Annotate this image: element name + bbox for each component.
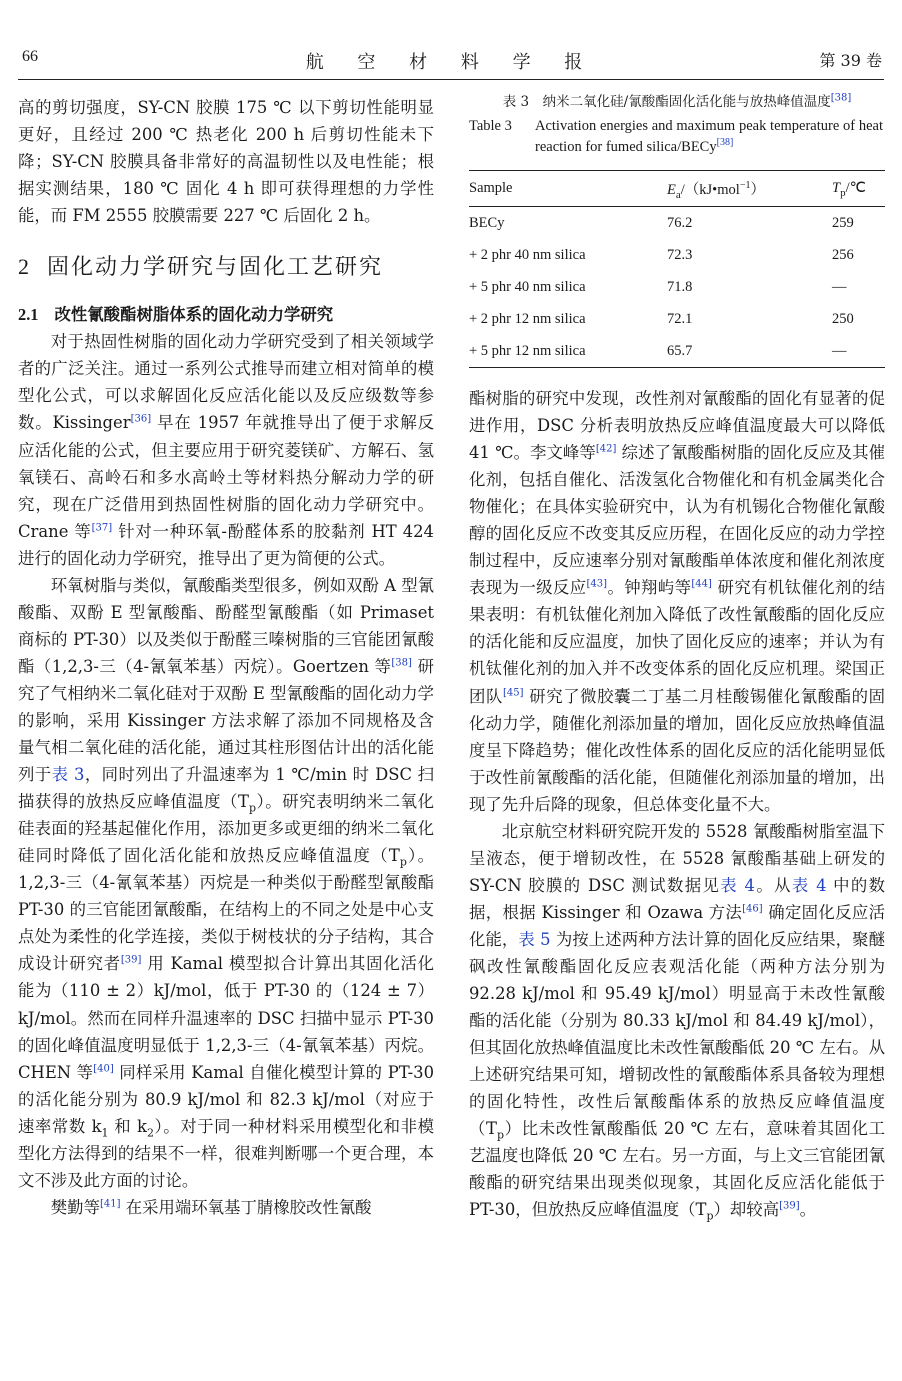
subsection-title: 改性氰酸酯树脂体系的固化动力学研究 — [54, 305, 334, 325]
subscript: 2 — [146, 1125, 154, 1139]
subscript: 1 — [101, 1125, 109, 1139]
col-activation-energy — [667, 171, 832, 207]
citation-38[interactable]: [38] — [391, 657, 412, 669]
text-span: 针对一种环氧-酚醛体系的胶黏剂 HT 424 进行的固化动力学研究，推导出了更为简便的公式。 — [18, 521, 434, 568]
citation-39[interactable]: [39] — [779, 1200, 800, 1212]
text-span: 北京航空材料研究院开发的 5528 氰酸酯树脂室温下呈液态，便于增韧改性，在 5528 氰酸酯基础上研发的 SY-CN 胶膜的 DSC 测试数据见 — [469, 821, 885, 895]
section-heading — [18, 253, 434, 281]
cell-sample: + 2 phr 40 nm silica — [469, 246, 586, 263]
table-row — [469, 271, 885, 303]
text-span: ）。研究表明纳米二氧化硅表面的羟基起催化作用，添加更多或更细的纳米二氧化硅同时降低了固化活化能和放热反应峰值温度（T — [18, 792, 434, 866]
col-peak-temp — [832, 171, 885, 207]
table-row — [469, 207, 885, 240]
table-3-link[interactable]: 表 3 — [51, 765, 85, 785]
volume-label: 第 39 卷 — [819, 51, 882, 70]
text-span: 和 k — [108, 1116, 147, 1136]
unit: /℃ — [845, 180, 866, 196]
text-span: 。钟翔屿等 — [607, 578, 692, 598]
table-3 — [469, 92, 885, 368]
cell-tp: 256 — [832, 246, 854, 263]
paragraph-cyanate-types — [18, 572, 434, 1194]
superscript: −1 — [739, 180, 751, 192]
paragraph-fan — [18, 1194, 434, 1221]
table-row — [469, 335, 885, 368]
table-header-row — [469, 171, 885, 207]
text-span: 樊勤等 — [50, 1197, 100, 1217]
table-row — [469, 239, 885, 271]
text-span: 研究了气相纳米二氧化硅对于双酚 E 型氰酸酯的固化动力学的影响，采用 Kissinger 方法求解了添加不同规格及含量气相二氧化硅的活化能，通过其柱形图估计出的活化能列于 — [18, 656, 434, 785]
section-title: 固化动力学研究与固化工艺研究 — [47, 255, 384, 281]
text-span: 用 Kamal 模型拟合计算出其固化活化能为（110 ± 2）kJ/mol，低于 PT-30 的（124 ± 7）kJ/mol。然而在同样升温速率的 DSC 扫描中显示 PT-30 的固化峰值温度明显低于 1,2,3-三（4-氰氧苯基）丙烷。CHEN 等 — [18, 954, 435, 1082]
cell-sample: + 2 phr 12 nm silica — [469, 310, 586, 327]
left-column — [18, 94, 434, 1221]
section-number: 2 — [18, 254, 31, 280]
text-span: 确定固化反应活化能， — [469, 902, 885, 949]
subsection-number: 2.1 — [18, 305, 39, 325]
unit: ） — [750, 182, 765, 198]
cell-sample: + 5 phr 40 nm silica — [469, 278, 586, 295]
unit: /（kJ•mol — [680, 182, 740, 198]
text-span: 综述了氰酸酯树脂的固化反应及其催化剂，包括自催化、活泼氢化合物催化和有机金属类化合物催化；在具体实验研究中，认为有机锡化合物催化氰酸醇的固化反应不改变其反应历程，在固化反应的动力学控制过程中，反应速率分别对氰酸酯单体浓度和催化剂浓度表现为一级反应 — [469, 443, 885, 598]
citation-44[interactable]: [44] — [691, 578, 712, 590]
cell-tp: 250 — [832, 310, 854, 327]
subscript: a — [675, 188, 681, 201]
citation-37[interactable]: [37] — [91, 522, 113, 534]
text-span: 。从 — [754, 875, 792, 895]
text-span: 酯树脂的研究中发现，改性剂对氰酸酯的固化有显著的促进作用，DSC 分析表明放热反应峰值温度最大可以降低 41 ℃。李文峰等 — [469, 389, 885, 463]
text-span: ）。1,2,3-三（4-氰氧苯基）丙烷是一种类似于酚醛型氰酸酯 PT-30 的三官能团氰酸酯，在结构上的不同之处是中心支点处为柔性的化学连接，类似于树枝状的分子结构，其合成设计研究者 — [18, 846, 434, 974]
citation-42[interactable]: [42] — [595, 443, 617, 455]
text-span: ）。对于同一种材料采用模型化和非模型化方法得到的结果不一样，很难判断哪一个更合理，本文不涉及此方面的讨论。 — [18, 1116, 434, 1190]
data-table — [469, 170, 885, 368]
citation-45[interactable]: [45] — [502, 687, 524, 699]
header-rule — [18, 79, 884, 80]
text-span: 早在 1957 年就推导出了便于求解反应活化能的公式，但主要应用于研究菱镁矿、方解石、氢氧镁石、高岭石和多水高岭土等材料热分解动力学的研究，现在广泛借用到热固性树脂的固化动力学研究中。Crane 等 — [18, 413, 435, 541]
citation-43[interactable]: [43] — [586, 578, 608, 590]
text-span: ）却较高 — [713, 1200, 780, 1220]
col-sample: Sample — [469, 180, 513, 196]
table-row — [469, 303, 885, 335]
caption-body: Activation energies and maximum peak temperature of heat reaction for fumed silica/BECy — [535, 118, 883, 155]
paragraph-kinetics — [18, 328, 434, 571]
text-span: 同样采用 Kamal 自催化模型计算的 PT-30 的活化能分别为 80.9 kJ/mol 和 82.3 kJ/mol（对应于速率常数 k — [18, 1062, 434, 1136]
right-column — [469, 385, 885, 1223]
cell-tp: — — [832, 278, 847, 295]
paragraph-5528 — [469, 818, 885, 1224]
subscript: p — [706, 1209, 714, 1223]
caption-text — [535, 116, 883, 158]
text-span: 在采用端环氧基丁腈橡胶改性氰酸 — [120, 1197, 372, 1217]
table-caption-en — [469, 116, 885, 158]
text-span: ）比未改性氰酸酯低 20 ℃ 左右，意味着其固化工艺温度也降低 20 ℃ 左右。另一方面，与上文三官能团氰酸酯的研究结果出现类似现象，其固化反应活化能低于 PT-30，但放热反应峰值温度（T — [469, 1119, 885, 1220]
text-span: ，同时列出了升温速率为 1 ℃/min 时 DSC 扫描获得的放热反应峰值温度（T — [18, 765, 434, 812]
cell-ea: 65.7 — [667, 342, 693, 359]
text-span: 。 — [799, 1200, 817, 1220]
citation-40[interactable]: [40] — [93, 1063, 114, 1075]
subscript: p — [248, 801, 257, 815]
citation-36[interactable]: [36] — [130, 414, 152, 425]
caption-text: 表 3 纳米二氧化硅/氰酸酯固化活化能与放热峰值温度 — [502, 94, 831, 110]
text-span: 研究有机钛催化剂的结果表明：有机钛催化剂加入降低了改性氰酸酯的固化反应的活化能和反应温度，加快了固化反应的速率；并认为有机钛催化剂的加入并不改变体系的固化反应机理。梁国正团队 — [469, 578, 886, 706]
cell-tp: 259 — [832, 214, 854, 231]
cell-sample: + 5 phr 12 nm silica — [469, 342, 586, 359]
page-number: 66 — [22, 48, 38, 65]
cell-sample: BECy — [469, 214, 505, 231]
table-5-link[interactable]: 表 5 — [518, 929, 551, 949]
text-span: 中的数据，根据 Kissinger 和 Ozawa 方法 — [469, 875, 886, 922]
subscript: p — [840, 186, 846, 199]
subscript: p — [496, 1128, 505, 1142]
citation-46[interactable]: [46] — [742, 903, 763, 915]
table-caption-cn — [469, 92, 885, 112]
cell-ea: 71.8 — [667, 278, 693, 295]
table-4-link[interactable]: 表 4 — [720, 875, 755, 895]
citation-38[interactable]: [38] — [716, 137, 734, 149]
paragraph-intro: 高的剪切强度，SY-CN 胶膜 175 ℃ 以下剪切性能明显更好，且经过 200 ℃ 热老化 200 h 后剪切性能未下降；SY-CN 胶膜具备非常好的高温韧性以及电性能；根据实测结果，180 ℃ 固化 4 h 即可获得理想的力学性能，而 FM 2555 胶膜需要 227 ℃ 后固化 2 h。 — [18, 98, 434, 226]
text-span: 对于热固性树脂的固化动力学研究受到了相关领域学者的广泛关注。通过一系列公式推导而建立相对简单的模型化公式，可以求解固化反应活化能以及反应级数等参数。Kissinger — [18, 332, 434, 433]
cell-ea: 72.1 — [667, 310, 693, 327]
cell-tp: — — [832, 342, 847, 359]
journal-title: 航 空 材 料 学 报 — [305, 52, 597, 73]
text-span: 环氧树脂与类似，氰酸酯类型很多，例如双酚 A 型氰酸酯、双酚 E 型氰酸酯、酚醛型氰酸酯（如 Primaset 商标的 PT-30）以及类似于酚醛三嗪树脂的三官能团氰酸酯（1,2,3-三（4-氰氧苯基）丙烷）。Goertzen 等 — [18, 575, 434, 676]
paragraph-catalysts — [469, 385, 885, 818]
caption-label: Table 3 — [469, 118, 512, 134]
cell-ea: 76.2 — [667, 214, 693, 231]
citation-41[interactable]: [41] — [99, 1198, 121, 1210]
table-4-link[interactable]: 表 4 — [791, 875, 827, 895]
citation-38[interactable]: [38] — [830, 92, 852, 104]
subscript: p — [399, 855, 407, 869]
cell-ea: 72.3 — [667, 246, 693, 263]
text-span: 为按上述两种方法计算的固化反应结果，聚醚砜改性氰酸酯固化反应表观活化能（两种方法分别为 92.28 kJ/mol 和 95.49 kJ/mol）明显高于未改性氰酸酯的活化能（分别为 80.33 kJ/mol 和 84.49 kJ/mol），但其固化放热峰值温度比未改性氰酸酯低 20 ℃ 左右。从上述研究结果可知，增韧改性的氰酸酯体系具备较为理想的固化特性，改性后氰酸酯体系的放热反应峰值温度（T — [469, 929, 885, 1139]
symbol: E — [667, 182, 676, 198]
symbol: T — [832, 180, 841, 196]
text-span: 研究了微胶囊二丁基二月桂酸锡催化氰酸酯的固化动力学，随催化剂添加量的增加，固化反应放热峰值温度呈下降趋势；催化改性体系的固化反应的活化能明显低于改性前氰酸酯的活化能，但随催化剂添加量的增加，出现了先升后降的现象，但总体变化量不大。 — [469, 686, 885, 814]
citation-39[interactable]: [39] — [120, 954, 142, 966]
subsection-heading — [18, 301, 434, 328]
